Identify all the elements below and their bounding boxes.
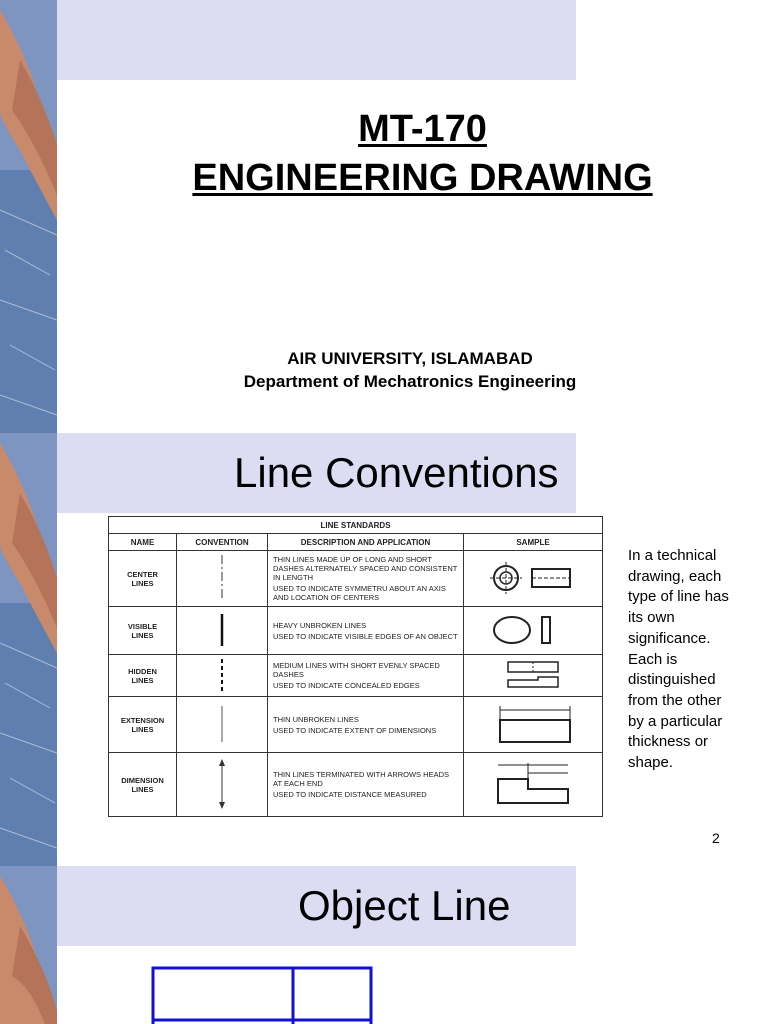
slide-heading: Line Conventions xyxy=(234,449,559,496)
col-header: DESCRIPTION AND APPLICATION xyxy=(268,534,464,551)
table-caption: LINE STANDARDS xyxy=(109,517,603,534)
object-line-diagram xyxy=(150,966,380,1024)
col-header: CONVENTION xyxy=(177,534,268,551)
university-name: AIR UNIVERSITY, ISLAMABAD xyxy=(287,349,533,368)
slide-2 xyxy=(0,433,768,866)
slide-1 xyxy=(0,0,768,433)
course-title: ENGINEERING DRAWING xyxy=(192,157,653,199)
side-photo xyxy=(0,866,57,1024)
row-sample xyxy=(464,697,603,753)
table-row xyxy=(109,655,603,697)
row-description: THIN LINES TERMINATED WITH ARROWS HEADS AT EACH END USED TO INDICATE DISTANCE MEASURED xyxy=(268,753,464,817)
visible-line-sample-drawing xyxy=(488,612,578,648)
row-description: MEDIUM LINES WITH SHORT EVENLY SPACED DASHES USED TO INDICATE CONCEALED EDGES xyxy=(268,655,464,697)
page-number: 2 xyxy=(712,830,720,846)
table-row xyxy=(109,551,603,607)
row-description: THIN UNBROKEN LINES USED TO INDICATE EXTENT OF DIMENSIONS xyxy=(268,697,464,753)
side-photo xyxy=(0,433,57,866)
row-name: HIDDEN LINES xyxy=(109,655,177,697)
col-header: SAMPLE xyxy=(464,534,603,551)
row-name: EXTENSION LINES xyxy=(109,697,177,753)
row-name: CENTER LINES xyxy=(109,551,177,607)
row-sample xyxy=(464,655,603,697)
row-description: HEAVY UNBROKEN LINES USED TO INDICATE VISIBLE EDGES OF AN OBJECT xyxy=(268,607,464,655)
row-name: DIMENSION LINES xyxy=(109,753,177,817)
department-name: Department of Mechatronics Engineering xyxy=(243,372,577,391)
center-line-sample-drawing xyxy=(488,558,578,598)
side-photo xyxy=(0,0,57,433)
convention-sample xyxy=(177,551,268,607)
hand-on-blueprint-image xyxy=(0,866,57,1024)
row-description: THIN LINES MADE UP OF LONG AND SHORT DASHES ALTERNATELY SPACED AND CONSISTENT IN LENGTH USED TO INDICATE SYMMETRU ABOUT AN AXIS AND LOCATION OF CENTERS xyxy=(268,551,464,607)
dimension-line-sample-drawing xyxy=(488,759,578,809)
hand-on-blueprint-image xyxy=(0,433,57,866)
table-row xyxy=(109,607,603,655)
hidden-line-sample-drawing xyxy=(488,658,578,692)
convention-sample xyxy=(177,753,268,817)
row-name: VISIBLE LINES xyxy=(109,607,177,655)
course-code: MT-170 xyxy=(358,108,487,150)
header-band xyxy=(57,0,576,80)
convention-sample xyxy=(177,655,268,697)
line-standards-table xyxy=(108,516,603,817)
row-sample xyxy=(464,607,603,655)
extension-line-sample-drawing xyxy=(488,702,578,746)
convention-sample xyxy=(177,607,268,655)
table-row xyxy=(109,753,603,817)
row-sample xyxy=(464,753,603,817)
convention-sample xyxy=(177,697,268,753)
table-row xyxy=(109,697,603,753)
slide-heading: Object Line xyxy=(298,882,511,929)
slide-3 xyxy=(0,866,768,1024)
row-sample xyxy=(464,551,603,607)
explanatory-note: In a technical drawing, each type of line has its own significance. Each is distinguished from the other by a particular thickness or shape. xyxy=(628,547,729,772)
col-header: NAME xyxy=(109,534,177,551)
hand-on-blueprint-image xyxy=(0,0,57,433)
